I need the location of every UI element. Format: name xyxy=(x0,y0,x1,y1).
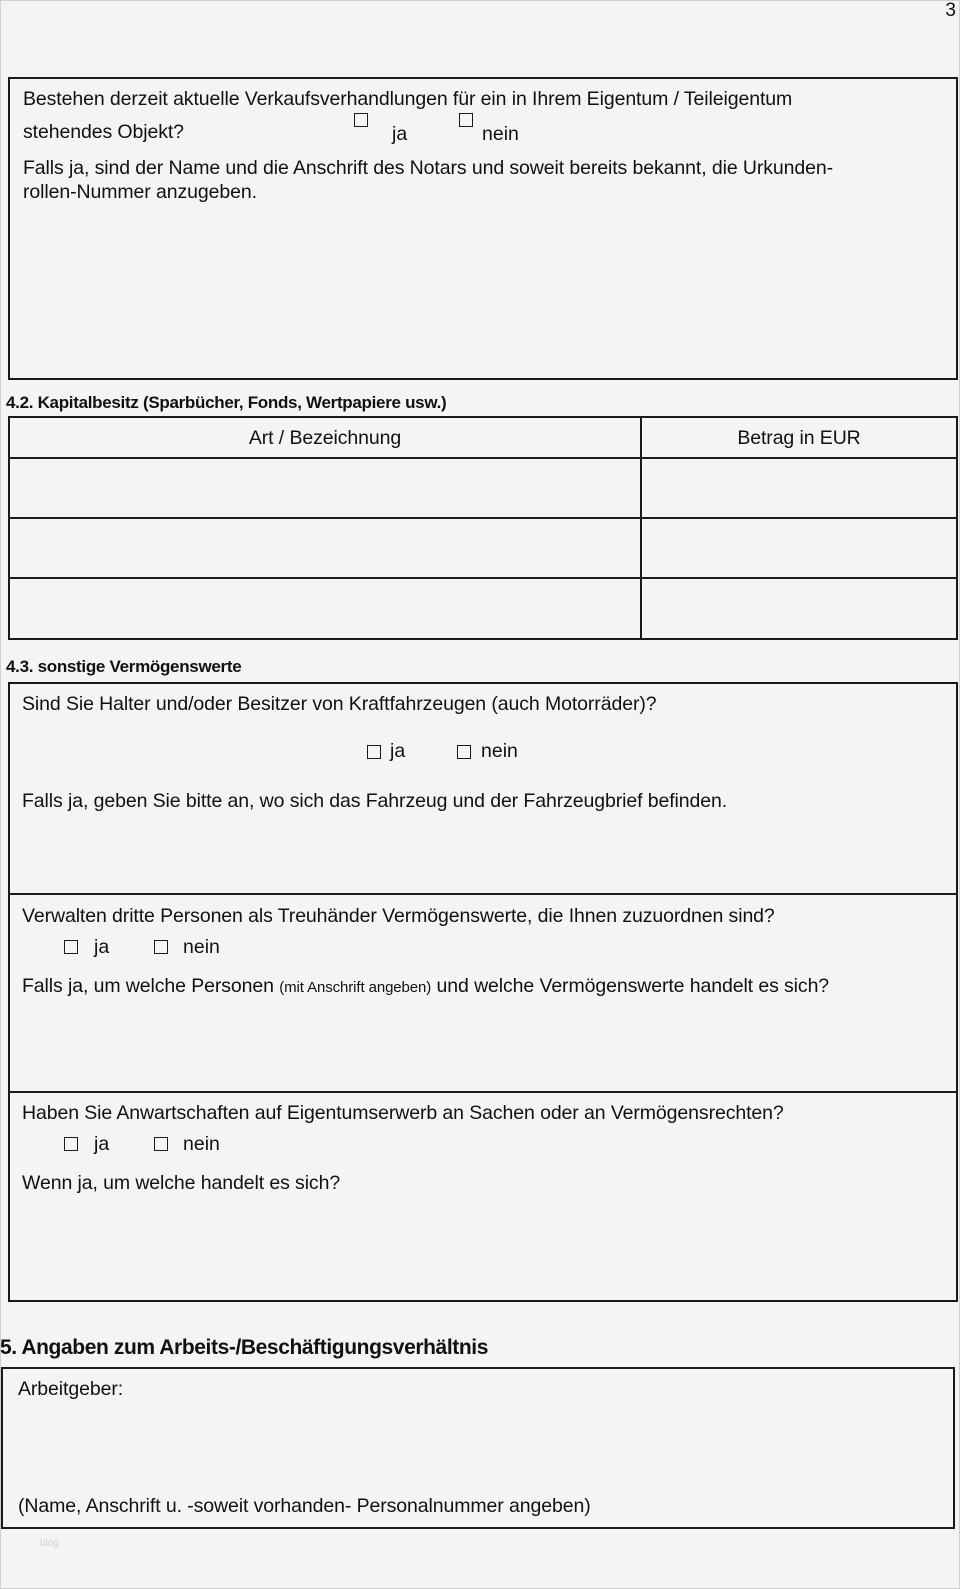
trustee-no-checkbox[interactable] xyxy=(154,940,168,954)
sale-question-line2: stehendes Objekt? xyxy=(23,121,184,143)
trustee-yes-label: ja xyxy=(94,936,110,958)
capital-amount-cell[interactable] xyxy=(642,519,956,577)
trustee-followup-note: (mit Anschrift angeben) xyxy=(279,979,432,996)
sale-question-line1: Bestehen derzeit aktuelle Verkaufsverhandlungen für ein in Ihrem Eigentum / Teileigentum xyxy=(23,88,793,110)
capital-type-cell[interactable] xyxy=(10,519,640,577)
vehicle-question: Sind Sie Halter und/oder Besitzer von Kraftfahrzeugen (auch Motorräder)? xyxy=(22,693,657,715)
expectancy-no-checkbox[interactable] xyxy=(154,1137,168,1151)
vehicle-no-label: nein xyxy=(481,740,518,762)
trustee-followup-part1: Falls ja, um welche Personen xyxy=(22,975,274,997)
employer-answer-area[interactable] xyxy=(6,1405,950,1495)
vehicle-followup: Falls ja, geben Sie bitte an, wo sich das Fahrzeug und der Fahrzeugbrief befinden. xyxy=(22,790,728,812)
capital-amount-cell[interactable] xyxy=(642,459,956,517)
vehicle-answer-area[interactable] xyxy=(12,818,952,890)
trustee-followup-part2: und welche Vermögenswerte handelt es sich? xyxy=(436,975,830,997)
section-4-3-heading: 4.3. sonstige Vermögenswerte xyxy=(6,657,242,676)
trustee-yes-checkbox[interactable] xyxy=(64,940,78,954)
expectancy-followup: Wenn ja, um welche handelt es sich? xyxy=(22,1172,341,1194)
trustee-followup xyxy=(22,975,829,998)
watermark: blog xyxy=(40,1538,59,1549)
capital-type-cell[interactable] xyxy=(10,459,640,517)
sale-followup-line1: Falls ja, sind der Name und die Anschrift des Notars und soweit bereits bekannt, die Urkunden- xyxy=(23,157,834,179)
vehicle-no-checkbox[interactable] xyxy=(457,745,471,759)
capital-table-header-amount: Betrag in EUR xyxy=(737,427,861,449)
other-assets-divider xyxy=(8,1091,958,1093)
vehicle-yes-checkbox[interactable] xyxy=(367,745,381,759)
sale-followup-line2: rollen-Nummer anzugeben. xyxy=(23,181,257,203)
trustee-answer-area[interactable] xyxy=(12,1003,952,1088)
trustee-no-label: nein xyxy=(183,936,220,958)
expectancy-question: Haben Sie Anwartschaften auf Eigentumserwerb an Sachen oder an Vermögensrechten? xyxy=(22,1102,784,1124)
employer-label: Arbeitgeber: xyxy=(18,1378,124,1400)
other-assets-divider xyxy=(8,893,958,895)
sale-answer-area[interactable] xyxy=(12,210,952,375)
section-4-2-heading: 4.2. Kapitalbesitz (Sparbücher, Fonds, Wertpapiere usw.) xyxy=(6,393,447,412)
expectancy-answer-area[interactable] xyxy=(12,1200,952,1298)
expectancy-yes-label: ja xyxy=(94,1133,110,1155)
sale-no-checkbox[interactable] xyxy=(459,113,473,127)
capital-table-header-type: Art / Bezeichnung xyxy=(248,427,402,449)
section-5-heading: 5. Angaben zum Arbeits-/Beschäftigungsverhältnis xyxy=(0,1336,488,1359)
expectancy-yes-checkbox[interactable] xyxy=(64,1137,78,1151)
expectancy-no-label: nein xyxy=(183,1133,220,1155)
sale-yes-label: ja xyxy=(392,123,408,145)
capital-type-cell[interactable] xyxy=(10,579,640,637)
vehicle-yes-label: ja xyxy=(390,740,406,762)
page-number: 3 xyxy=(945,0,956,21)
employer-hint: (Name, Anschrift u. -soweit vorhanden- Personalnummer angeben) xyxy=(18,1495,591,1517)
sale-no-label: nein xyxy=(482,123,519,145)
sale-yes-checkbox[interactable] xyxy=(354,113,368,127)
trustee-question: Verwalten dritte Personen als Treuhänder Vermögenswerte, die Ihnen zuzuordnen sind? xyxy=(22,905,775,927)
capital-amount-cell[interactable] xyxy=(642,579,956,637)
